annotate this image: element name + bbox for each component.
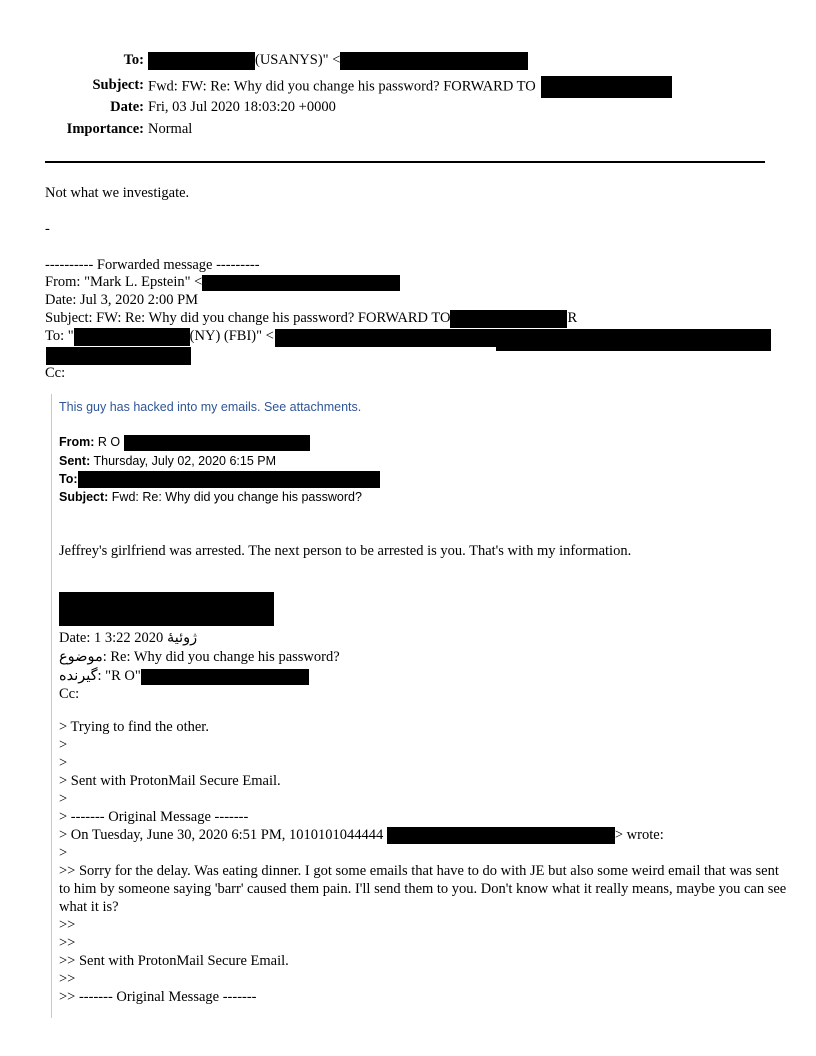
quoted-subject bbox=[59, 489, 362, 505]
quoted-from-value: R O bbox=[97, 435, 121, 449]
header-date-value: Fri, 03 Jul 2020 18:03:20 +0000 bbox=[148, 99, 336, 115]
thread-line: >> ------- Original Message ------- bbox=[59, 989, 257, 1005]
quoted-sent-label: Sent: bbox=[59, 454, 91, 468]
quoted-subject-label: Subject: bbox=[59, 490, 109, 504]
quoted-sent bbox=[59, 453, 276, 469]
quoted-date-line: Date: 1 3:22 2020 ژوئیهٔ bbox=[59, 630, 198, 646]
header-subject-label: Subject: bbox=[92, 77, 144, 93]
forward-from bbox=[45, 273, 400, 291]
quoted-to bbox=[59, 471, 380, 488]
redaction-block bbox=[59, 592, 274, 626]
forward-to-start: To: " bbox=[45, 328, 74, 344]
forward-date: Date: Jul 3, 2020 2:00 PM bbox=[45, 292, 199, 308]
quoted-to-line bbox=[59, 667, 309, 685]
thread-line: >> bbox=[59, 971, 76, 987]
redaction-block bbox=[124, 435, 310, 451]
redaction-block bbox=[450, 310, 567, 328]
thread-wrote: > wrote: bbox=[614, 827, 664, 843]
thread-line: > bbox=[59, 791, 68, 807]
redaction-block bbox=[496, 329, 771, 351]
thread-on-text: > On Tuesday, June 30, 2020 6:51 PM, 1010101044444 bbox=[59, 827, 387, 843]
quoted-from bbox=[59, 434, 310, 451]
header-subject-text: Fwd: FW: Re: Why did you change his password? FORWARD TO bbox=[148, 78, 536, 95]
forward-to-mid: (NY) (FBI)" < bbox=[189, 328, 274, 344]
quoted-note: This guy has hacked into my emails. See attachments. bbox=[59, 400, 362, 414]
header-importance-value: Normal bbox=[148, 121, 193, 137]
header-to-mid: (USANYS)" < bbox=[255, 52, 341, 68]
body-dash: - bbox=[45, 221, 50, 237]
thread-line: > bbox=[59, 755, 68, 771]
quoted-to-label: To: bbox=[59, 472, 78, 486]
thread-line: >> bbox=[59, 935, 76, 951]
redaction-block bbox=[148, 52, 255, 70]
redaction-block bbox=[340, 52, 528, 70]
redaction-block bbox=[46, 347, 191, 365]
redaction-block bbox=[541, 76, 672, 98]
header-divider bbox=[45, 161, 765, 163]
header-to-label: To: bbox=[123, 52, 144, 68]
thread-line: > ------- Original Message ------- bbox=[59, 809, 249, 825]
quoted-subject-line: موضوع: Re: Why did you change his password? bbox=[59, 649, 340, 665]
quoted-subject-value: Fwd: Re: Why did you change his password? bbox=[111, 490, 362, 504]
header-to-value bbox=[148, 51, 528, 70]
body-line: Not what we investigate. bbox=[45, 185, 190, 201]
redaction-block bbox=[141, 669, 309, 685]
thread-line-original bbox=[59, 826, 664, 844]
forward-cc: Cc: bbox=[45, 365, 66, 381]
forward-from-text: From: "Mark L. Epstein" < bbox=[45, 274, 203, 290]
forward-subject bbox=[45, 309, 577, 328]
thread-line: > bbox=[59, 845, 68, 861]
quoted-to-text: گیرنده: "R O" bbox=[59, 668, 141, 684]
forward-subject-tail: R bbox=[567, 310, 578, 326]
thread-line: >> bbox=[59, 917, 76, 933]
thread-line: > Sent with ProtonMail Secure Email. bbox=[59, 773, 281, 789]
redaction-block bbox=[78, 471, 380, 488]
thread-line: > Trying to find the other. bbox=[59, 719, 209, 735]
thread-paragraph: >> Sorry for the delay. Was eating dinner. I got some emails that have to do with JE but also some weird email that was sent to him by someone saying 'barr' caused them pain. I'll send them to you. Don't know what it really means, maybe you can see what it is? bbox=[59, 863, 787, 915]
quoted-from-label: From: bbox=[59, 435, 95, 449]
redaction-block bbox=[202, 275, 400, 291]
quoted-sent-value: Thursday, July 02, 2020 6:15 PM bbox=[93, 454, 277, 468]
header-importance-label: Importance: bbox=[66, 121, 144, 137]
redaction-block bbox=[387, 827, 615, 844]
header-date-label: Date: bbox=[110, 99, 144, 115]
forward-to bbox=[45, 327, 274, 346]
thread-line: >> Sent with ProtonMail Secure Email. bbox=[59, 953, 289, 969]
redaction-block bbox=[74, 328, 190, 346]
forward-separator: ---------- Forwarded message --------- bbox=[45, 257, 260, 273]
thread-line: > bbox=[59, 737, 68, 753]
forward-subject-text: Subject: FW: Re: Why did you change his password? FORWARD TO bbox=[45, 310, 451, 326]
redaction-block bbox=[275, 329, 496, 347]
quote-bar bbox=[51, 394, 52, 1018]
header-subject-value bbox=[148, 76, 672, 98]
quoted-cc-line: Cc: bbox=[59, 686, 80, 702]
quoted-message: Jeffrey's girlfriend was arrested. The next person to be arrested is you. That's with my information. bbox=[59, 543, 632, 559]
